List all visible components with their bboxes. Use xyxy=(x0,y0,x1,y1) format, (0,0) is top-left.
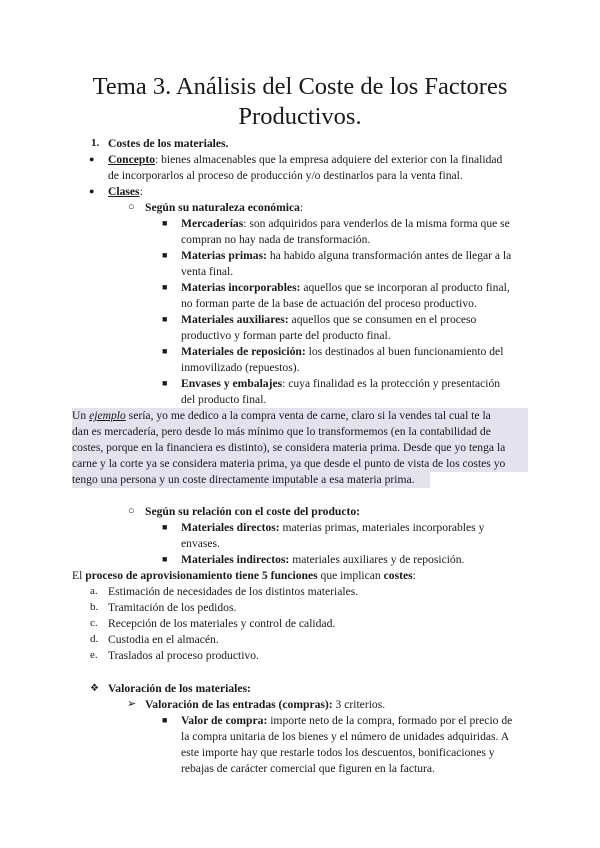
ejemplo-line-3: costes, porque en la financiera es distinto), se considera materia prima. Desde que yo tenga la xyxy=(72,441,506,454)
diamond-bullet-icon: ❖ xyxy=(90,683,99,694)
ejemplo-line-5: tengo una persona y un coste directamente imputable a esa materia prima. xyxy=(72,473,415,486)
ejemplo-line-1: Un ejemplo sería, yo me dedico a la compra venta de carne, claro si la vendes tal cual te la xyxy=(72,409,491,422)
directos-line-2: envases. xyxy=(181,537,220,550)
ejemplo-line-4: carne y la corte ya se considera materia prima, ya que desde el punto de vista de los costes yo xyxy=(72,457,506,470)
bullet-square-icon: ■ xyxy=(162,282,168,292)
list-item: Custodia en el almacén. xyxy=(108,633,219,646)
bullet-circle-icon: ○ xyxy=(128,505,135,517)
section-number: 1. xyxy=(91,137,100,149)
list-marker: e. xyxy=(90,649,98,661)
list-marker: b. xyxy=(90,601,99,613)
bullet-square-icon: ■ xyxy=(162,554,168,564)
list-marker: d. xyxy=(90,633,99,645)
relacion-heading: Según su relación con el coste del producto: xyxy=(145,505,361,518)
indirectos-line-1: Materiales indirectos: materiales auxiliares y de reposición. xyxy=(181,553,465,566)
bullet-disc-icon: ● xyxy=(89,154,95,164)
bullet-square-icon: ■ xyxy=(162,250,168,260)
incorporables-line-1: Materias incorporables: aquellos que se incorporan al producto final, xyxy=(181,281,510,294)
section-heading: Costes de los materiales. xyxy=(108,137,229,150)
auxiliares-line-1: Materiales auxiliares: aquellos que se consumen en el proceso xyxy=(181,313,477,326)
arrow-bullet-icon: ➢ xyxy=(127,698,137,710)
list-item: Tramitación de los pedidos. xyxy=(108,601,237,614)
bullet-square-icon: ■ xyxy=(162,314,168,324)
list-item: Traslados al proceso productivo. xyxy=(108,649,259,662)
concepto-line-1: Concepto: bienes almacenables que la empresa adquiere del exterior con la finalidad xyxy=(108,153,503,166)
valor-compra-line-4: rebajas de carácter comercial que figuren en la factura. xyxy=(181,762,435,775)
list-item: Estimación de necesidades de los distintos materiales. xyxy=(108,585,359,598)
reposicion-line-2: inmovilizado (repuestos). xyxy=(181,361,300,374)
list-item: Recepción de los materiales y control de calidad. xyxy=(108,617,336,630)
title-line-1: Tema 3. Análisis del Coste de los Factores xyxy=(92,73,508,100)
envases-line-1: Envases y embalajes: cuya finalidad es la protección y presentación xyxy=(181,377,501,390)
mercaderias-line-1: Mercaderías: son adquiridos para venderlos de la misma forma que se xyxy=(181,217,510,230)
ejemplo-line-2: dan es mercadería, pero desde lo más mínimo que lo transformemos (en la contabilidad de xyxy=(72,425,491,438)
page-title xyxy=(60,72,540,132)
bullet-square-icon: ■ xyxy=(162,346,168,356)
valor-compra-line-3: este importe hay que restarle todos los descuentos, bonificaciones y xyxy=(181,746,495,759)
valoracion-heading: Valoración de los materiales: xyxy=(108,682,251,695)
concepto-line-2: de incorporarlos al proceso de producción y/o destinarlos para la venta final. xyxy=(108,169,463,182)
aprovisionamiento-intro: El proceso de aprovisionamiento tiene 5 funciones que implican costes: xyxy=(72,569,416,582)
directos-line-1: Materiales directos: materias primas, materiales incorporables y xyxy=(181,521,485,534)
clases-label: Clases: xyxy=(108,185,143,198)
valor-compra-line-2: la compra unitaria de los bienes y el número de unidades adquiridas. A xyxy=(181,730,510,743)
materias-primas-line-1: Materias primas: ha habido alguna transformación antes de llegar a la xyxy=(181,249,512,262)
bullet-circle-icon: ○ xyxy=(128,201,135,213)
mercaderias-line-2: compran no hay nada de transformación. xyxy=(181,233,371,246)
list-marker: a. xyxy=(90,585,98,597)
envases-line-2: del producto final. xyxy=(181,393,267,406)
list-marker: c. xyxy=(90,617,98,629)
auxiliares-line-2: productivo y forman parte del producto final. xyxy=(181,329,391,342)
valor-compra-line-1: Valor de compra: importe neto de la compra, formado por el precio de xyxy=(181,714,513,727)
bullet-disc-icon: ● xyxy=(89,186,95,196)
entradas-heading: Valoración de las entradas (compras): 3 criterios. xyxy=(145,698,386,711)
title-line-2: Productivos. xyxy=(238,103,362,130)
reposicion-line-1: Materiales de reposición: los destinados al buen funcionamiento del xyxy=(181,345,504,358)
materias-primas-line-2: venta final. xyxy=(181,265,234,278)
bullet-square-icon: ■ xyxy=(162,715,168,725)
naturaleza-heading: Según su naturaleza económica: xyxy=(145,201,304,214)
bullet-square-icon: ■ xyxy=(162,218,168,228)
bullet-square-icon: ■ xyxy=(162,522,168,532)
bullet-square-icon: ■ xyxy=(162,378,168,388)
incorporables-line-2: no forman parte de la base de actuación del proceso productivo. xyxy=(181,297,477,310)
